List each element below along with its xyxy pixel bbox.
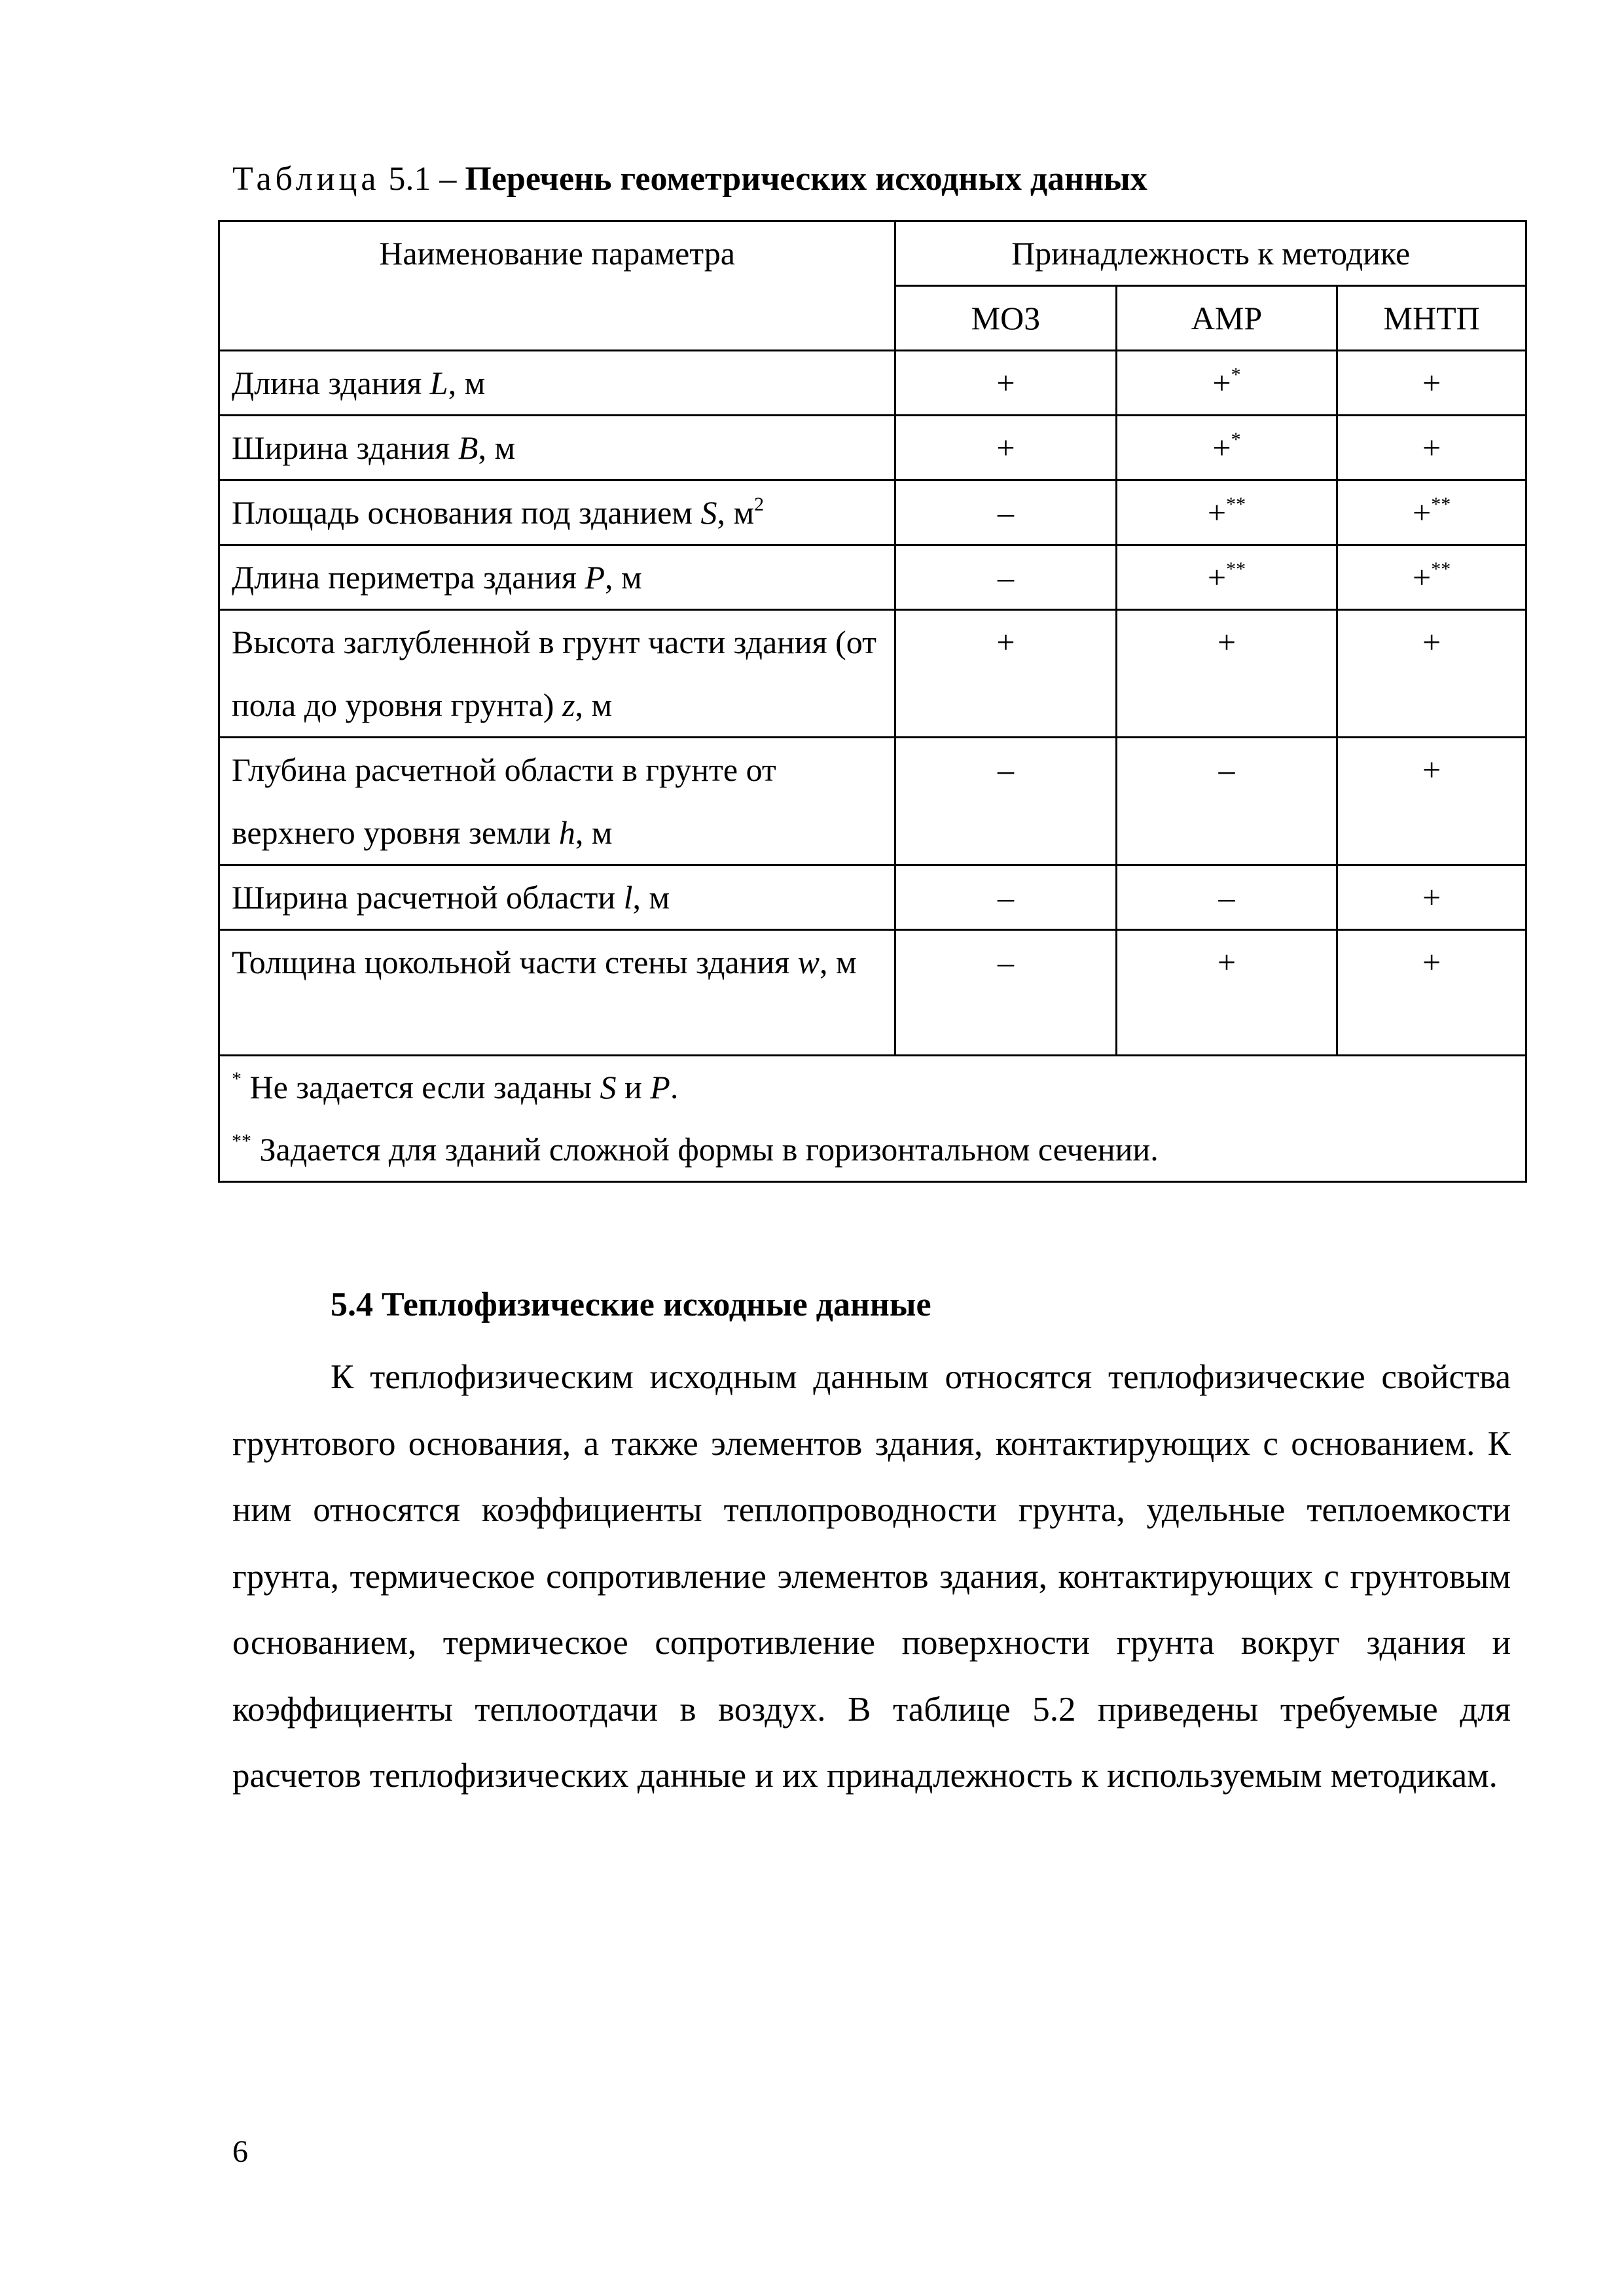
table-row bbox=[219, 930, 1526, 1056]
amr-cell: +* bbox=[1116, 351, 1337, 416]
table-row bbox=[219, 610, 1526, 738]
moz-cell: – bbox=[895, 480, 1117, 545]
table-row bbox=[219, 738, 1526, 865]
mntp-cell: + bbox=[1337, 865, 1526, 930]
page-number: 6 bbox=[232, 2134, 248, 2169]
header-method-mntp: МНТП bbox=[1337, 286, 1526, 351]
table-row bbox=[219, 351, 1526, 416]
amr-cell: + bbox=[1116, 930, 1337, 1056]
note-1: * Не задается если заданы S и P. bbox=[232, 1068, 679, 1105]
param-cell: Высота заглубленной в грунт части здания (от пола до уровня грунта) z, м bbox=[219, 610, 895, 738]
param-cell: Длина здания L, м bbox=[219, 351, 895, 416]
header-method-amr: АМР bbox=[1116, 286, 1337, 351]
header-group: Принадлежность к методике bbox=[895, 221, 1526, 286]
amr-cell: +* bbox=[1116, 416, 1337, 480]
amr-cell: – bbox=[1116, 865, 1337, 930]
table-notes bbox=[219, 1056, 1526, 1182]
amr-cell: + bbox=[1116, 610, 1337, 738]
caption-title: Перечень геометрических исходных данных bbox=[465, 160, 1147, 198]
mntp-cell: + bbox=[1337, 930, 1526, 1056]
table-row bbox=[219, 865, 1526, 930]
table-caption bbox=[232, 156, 1147, 203]
table-row bbox=[219, 416, 1526, 480]
moz-cell: + bbox=[895, 351, 1117, 416]
amr-cell: +** bbox=[1116, 480, 1337, 545]
section-title: 5.4 Теплофизические исходные данные bbox=[331, 1286, 931, 1323]
param-cell: Длина периметра здания P, м bbox=[219, 545, 895, 610]
moz-cell: – bbox=[895, 738, 1117, 865]
moz-cell: – bbox=[895, 545, 1117, 610]
section-paragraph: К теплофизическим исходным данным относятся теплофизические свойства грунтового основания, а также элементов здания, контактирующих с основанием. К ним относятся коэффициенты теплопроводности грунта, удельные теплоемкости грунта, термическое сопротивление элементов здания, контактирующих с грунтовым основанием, термическое сопротивление поверхности грунта вокруг здания и коэффициенты теплоотдачи в воздух. В таблице 5.2 приведены требуемые для расчетов теплофизических данные и их принадлежность к используемым методикам. bbox=[232, 1358, 1511, 1795]
mntp-cell: + bbox=[1337, 610, 1526, 738]
amr-cell: +** bbox=[1116, 545, 1337, 610]
table-row bbox=[219, 480, 1526, 545]
header-method-moz: МОЗ bbox=[895, 286, 1117, 351]
amr-cell: – bbox=[1116, 738, 1337, 865]
table-notes-row bbox=[219, 1056, 1526, 1182]
mntp-cell: + bbox=[1337, 738, 1526, 865]
mntp-cell: + bbox=[1337, 416, 1526, 480]
caption-number: 5.1 – bbox=[388, 160, 457, 198]
mntp-cell: +** bbox=[1337, 480, 1526, 545]
geometric-data-table bbox=[218, 220, 1527, 1183]
note-2: ** Задается для зданий сложной формы в горизонтальном сечении. bbox=[232, 1130, 1159, 1168]
moz-cell: + bbox=[895, 416, 1117, 480]
moz-cell: – bbox=[895, 930, 1117, 1056]
moz-cell: – bbox=[895, 865, 1117, 930]
param-cell: Глубина расчетной области в грунте от верхнего уровня земли h, м bbox=[219, 738, 895, 865]
table-row bbox=[219, 545, 1526, 610]
param-cell: Ширина здания B, м bbox=[219, 416, 895, 480]
param-cell: Ширина расчетной области l, м bbox=[219, 865, 895, 930]
caption-label: Таблица bbox=[232, 160, 380, 198]
mntp-cell: + bbox=[1337, 351, 1526, 416]
moz-cell: + bbox=[895, 610, 1117, 738]
param-cell: Площадь основания под зданием S, $м^2$ bbox=[219, 480, 895, 545]
header-param: Наименование параметра bbox=[219, 221, 895, 351]
param-cell: Толщина цокольной части стены здания w, м bbox=[219, 930, 895, 1056]
mntp-cell: +** bbox=[1337, 545, 1526, 610]
